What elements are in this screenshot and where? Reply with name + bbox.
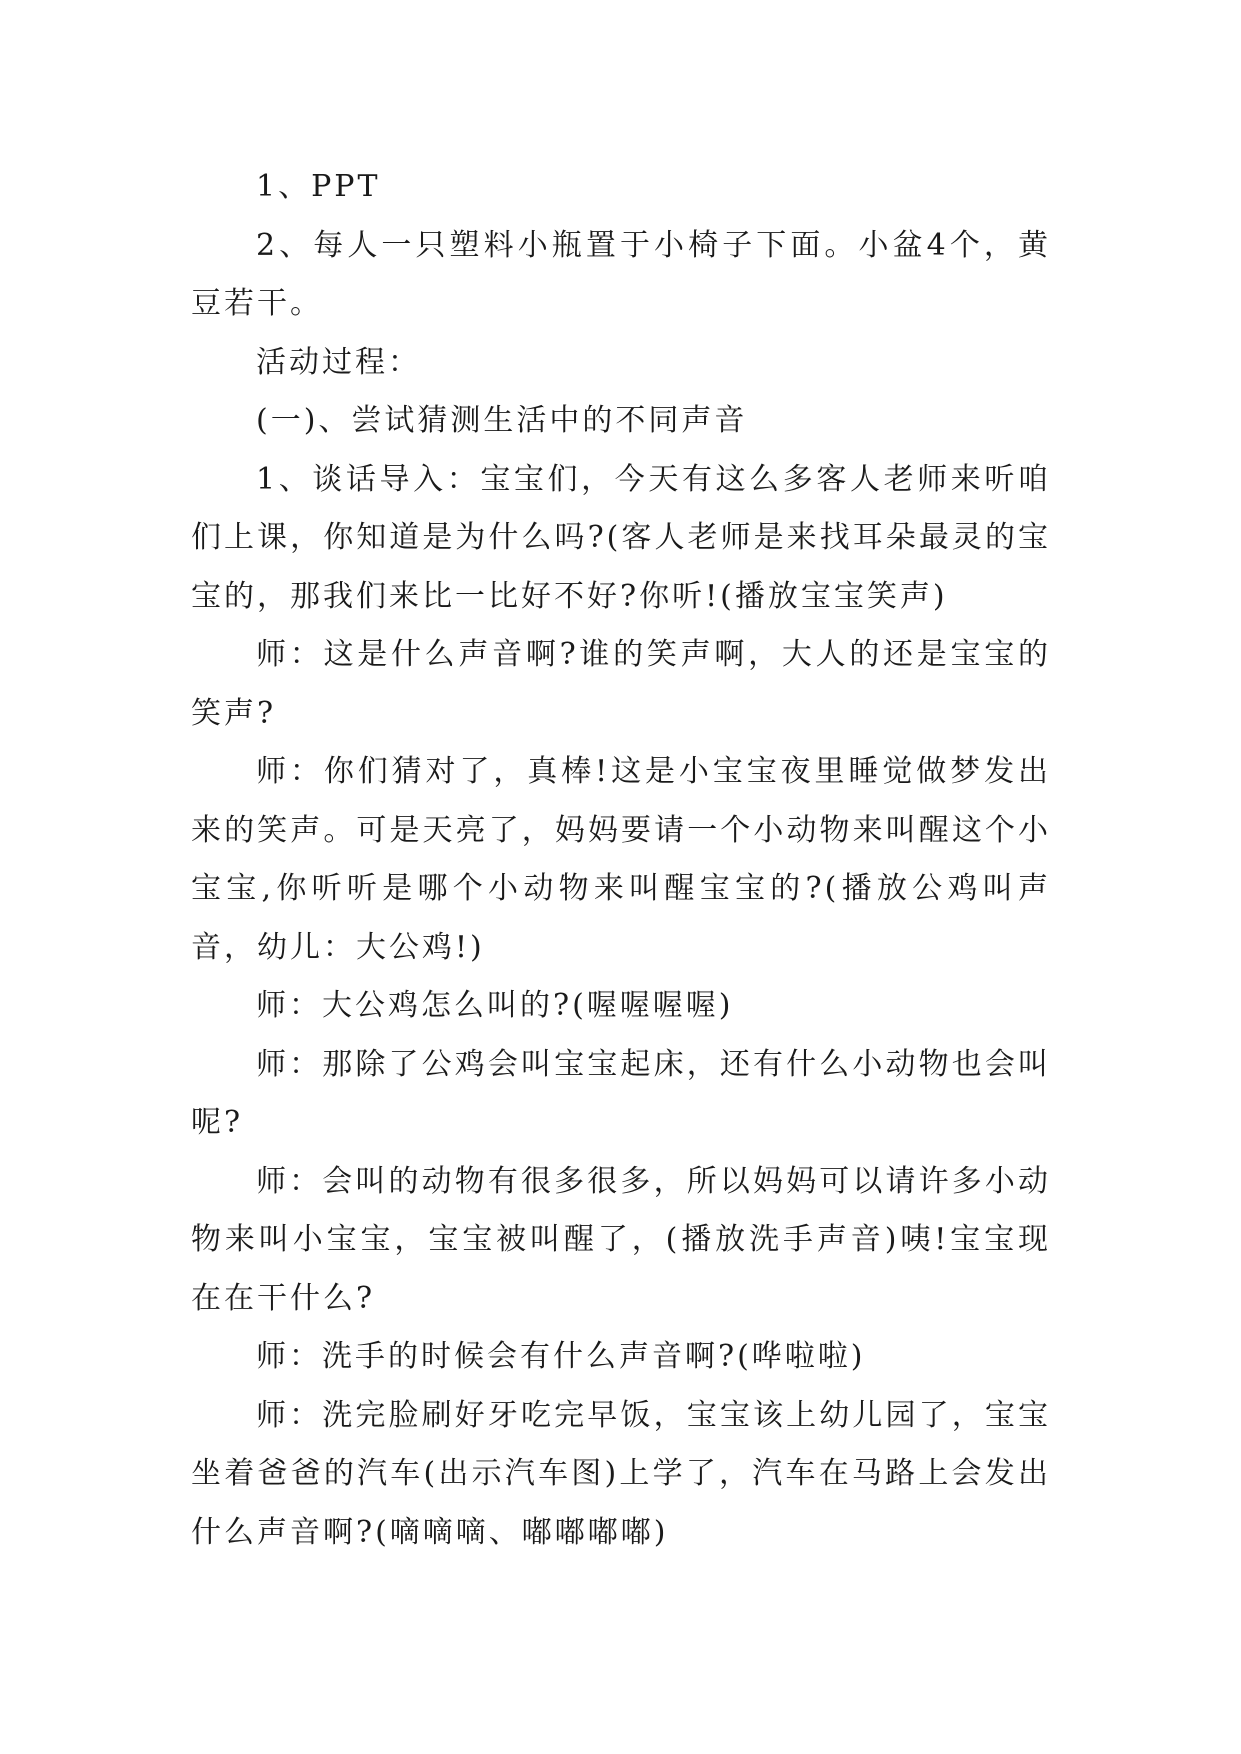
- paragraph-teacher-5: 师：会叫的动物有很多很多，所以妈妈可以请许多小动物来叫小宝宝，宝宝被叫醒了，(播放洗手声音)咦!宝宝现在在干什么?: [191, 1163, 1051, 1316]
- document-body: [191, 158, 1051, 1562]
- paragraph-teacher-1: 师：这是什么声音啊?谁的笑声啊，大人的还是宝宝的笑声?: [191, 637, 1051, 731]
- paragraph-teacher-6: 师：洗手的时候会有什么声音啊?(哗啦啦): [256, 1339, 866, 1374]
- material-item-2: 2、每人一只塑料小瓶置于小椅子下面。小盆4个，黄豆若干。: [191, 227, 1051, 321]
- paragraph-teacher-3: 师：大公鸡怎么叫的?(喔喔喔喔): [256, 988, 734, 1023]
- paragraph-teacher-7: 师：洗完脸刷好牙吃完早饭，宝宝该上幼儿园了，宝宝坐着爸爸的汽车(出示汽车图)上学了，汽车在马路上会发出什么声音啊?(嘀嘀嘀、嘟嘟嘟嘟): [191, 1397, 1051, 1550]
- paragraph-teacher-4: 师：那除了公鸡会叫宝宝起床，还有什么小动物也会叫呢?: [191, 1046, 1051, 1140]
- subsection-heading-1: (一)、尝试猜测生活中的不同声音: [256, 403, 748, 438]
- material-item-1: 1、PPT: [256, 169, 381, 204]
- section-heading-activity-process: 活动过程：: [256, 344, 421, 380]
- paragraph-teacher-2: 师：你们猜对了，真棒!这是小宝宝夜里睡觉做梦发出来的笑声。可是天亮了，妈妈要请一个小动物来叫醒这个小宝宝,你听听是哪个小动物来叫醒宝宝的?(播放公鸡叫声音，幼儿：大公鸡!): [191, 754, 1051, 965]
- paragraph-intro: 1、谈话导入：宝宝们，今天有这么多客人老师来听咱们上课，你知道是为什么吗?(客人老师是来找耳朵最灵的宝宝的，那我们来比一比好不好?你听!(播放宝宝笑声): [191, 461, 1051, 614]
